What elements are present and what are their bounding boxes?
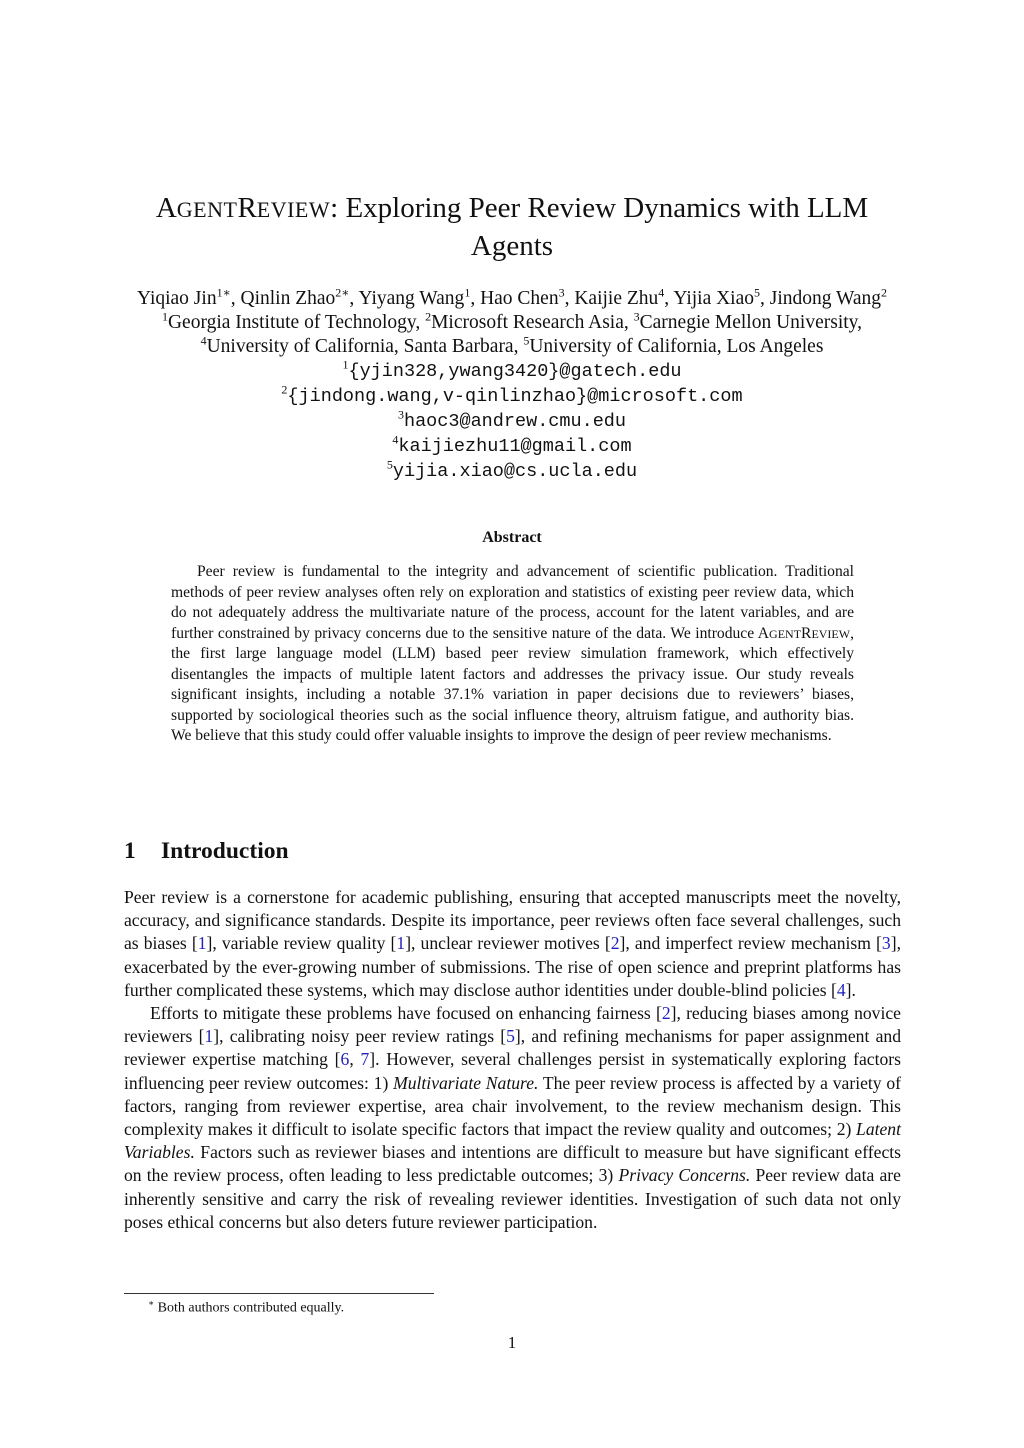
italic-term: Privacy Concerns. — [618, 1165, 751, 1186]
text-run: Factors such as reviewer biases and intentions are difficult to measure but have significant effects on the review process, often leading to less predictable outcomes; 3) — [124, 1142, 901, 1186]
section-heading: 1 Introduction — [124, 838, 289, 864]
author: Jindong Wang$^2$ — [769, 285, 888, 309]
author: Yiqiao Jin$^{1∗}$ — [136, 285, 231, 309]
citation-link[interactable]: 7 — [360, 1049, 370, 1070]
text-run: ]. — [845, 979, 856, 1000]
author: Qinlin Zhao$^{2∗}$ — [240, 285, 350, 309]
text-run: ], calibrating noisy peer review ratings [ — [213, 1026, 507, 1047]
email-line[interactable]: $^3$haoc3@andrew.cmu.edu — [397, 407, 627, 432]
introduction-body — [124, 886, 901, 1234]
citation-link[interactable]: 2 — [610, 933, 620, 954]
paragraph — [124, 886, 901, 1002]
text-run: ], unclear reviewer motives [ — [405, 933, 611, 954]
abstract-text: Peer review is fundamental to the integrity and advancement of scientific publication. Traditional methods of peer review analyses often rely on exploration and statistics of existing peer review data, which do not adequately address the multivariate nature of the process, account for the latent variables, and are further constrained by privacy concerns due to the sensitive nature of the data. We introduce AGENTREVIEW, the first large language model (LLM) based peer review simulation framework, which effectively disentangles the impacts of multiple latent factors and addresses the privacy issue. Our study reveals significant insights, including a notable 37.1% variation in paper decisions due to reviewers’ biases, supported by sociological theories such as the social influence theory, altruism fatigue, and authority bias. We believe that this study could offer valuable insights to improve the design of peer review mechanisms. — [171, 563, 854, 744]
text-run: Peer review data are inherently sensitive and carry the risk of revealing reviewer identities. Investigation of such data not only poses ethical concerns but also deters future reviewer participation. — [124, 1165, 901, 1232]
text-run: The peer review process is affected by a variety of factors, ranging from reviewer expertise, area chair involvement, to the review mechanism design. This complexity makes it difficult to isolate specific factors that impact the review quality and outcomes; 2) — [124, 1072, 901, 1140]
title-text-line1: : Exploring Peer Review Dynamics with LLM — [330, 192, 869, 224]
citation-link[interactable]: 2 — [661, 1003, 671, 1024]
abstract-brand: AGENTREVIEW — [757, 624, 851, 642]
author: Yijia Xiao$^5$ — [673, 285, 761, 309]
citation-link[interactable]: 3 — [881, 933, 891, 954]
email-line[interactable]: $^2${jindong.wang,v-qinlinzhao}@microsoft.com — [281, 382, 743, 407]
italic-term: Multivariate Nature. — [393, 1072, 539, 1093]
text-run: , — [349, 1049, 361, 1070]
author: Hao Chen$^3$ — [480, 285, 565, 309]
abstract-heading: Abstract — [482, 529, 542, 546]
citation-link[interactable]: 1 — [197, 933, 207, 954]
email-line[interactable]: $^4$kaijiezhu11@gmail.com — [392, 432, 632, 457]
text-run: ], and imperfect review mechanism [ — [619, 933, 882, 954]
author-block — [80, 287, 944, 484]
author-list: Yiqiao Jin$^{1∗}$, Qinlin Zhao$^{2∗}$, Yiyang Wang$^1$, Hao Chen$^3$, Kaijie Zhu$^4$, Yijia Xiao$^5$, Jindong Wang$^2$ — [136, 285, 888, 309]
citation-link[interactable]: 1 — [396, 933, 406, 954]
italic-term: Latent Variables. — [124, 1119, 901, 1163]
page-number: 1 — [507, 1333, 517, 1352]
affiliations-line-1: $^1$Georgia Institute of Technology, $^2$Microsoft Research Asia, $^3$Carnegie Mellon University, — [161, 309, 863, 333]
author: Kaijie Zhu$^4$ — [574, 285, 665, 309]
text-run: Efforts to mitigate these problems have focused on enhancing fairness [ — [150, 1003, 662, 1024]
email-line[interactable]: $^1${yjin328,ywang3420}@gatech.edu — [342, 357, 682, 382]
footnote: ∗ Both authors contributed equally. — [148, 1298, 345, 1316]
text-run: Peer review is a cornerstone for academic publishing, ensuring that accepted manuscripts meet the novelty, accuracy, and significance standards. Despite its importance, peer reviews often face several challenges, such as biases [ — [124, 887, 901, 954]
citation-link[interactable]: 4 — [836, 979, 846, 1000]
text-run: ], reducing biases among novice reviewers [ — [124, 1003, 901, 1047]
paper-title — [112, 190, 912, 265]
paragraph — [124, 1002, 901, 1234]
citation-link[interactable]: 1 — [204, 1026, 214, 1047]
text-run: ], and refining mechanisms for paper assignment and reviewer expertise matching [ — [124, 1026, 901, 1070]
citation-link[interactable]: 6 — [340, 1049, 350, 1070]
email-line[interactable]: $^5$yijia.xiao@cs.ucla.edu — [386, 457, 638, 482]
title-brand: AGENTREVIEW — [155, 192, 331, 224]
title-text-line2: Agents — [470, 230, 554, 262]
text-run: ], exacerbated by the ever-growing number of submissions. The rise of open science and preprint platforms has further complicated these systems, which may disclose author identities under double-blind policies [ — [124, 933, 901, 1000]
affiliations-line-2: $^4$University of California, Santa Barbara, $^5$University of California, Los Angeles — [200, 333, 824, 357]
text-run: ], variable review quality [ — [206, 933, 397, 954]
author: Yiyang Wang$^1$ — [358, 285, 471, 309]
text-run: ]. However, several challenges persist in systematically exploring factors influencing peer review outcomes: 1) — [124, 1049, 902, 1093]
citation-link[interactable]: 5 — [506, 1026, 515, 1047]
footnote-rule — [124, 1293, 434, 1294]
